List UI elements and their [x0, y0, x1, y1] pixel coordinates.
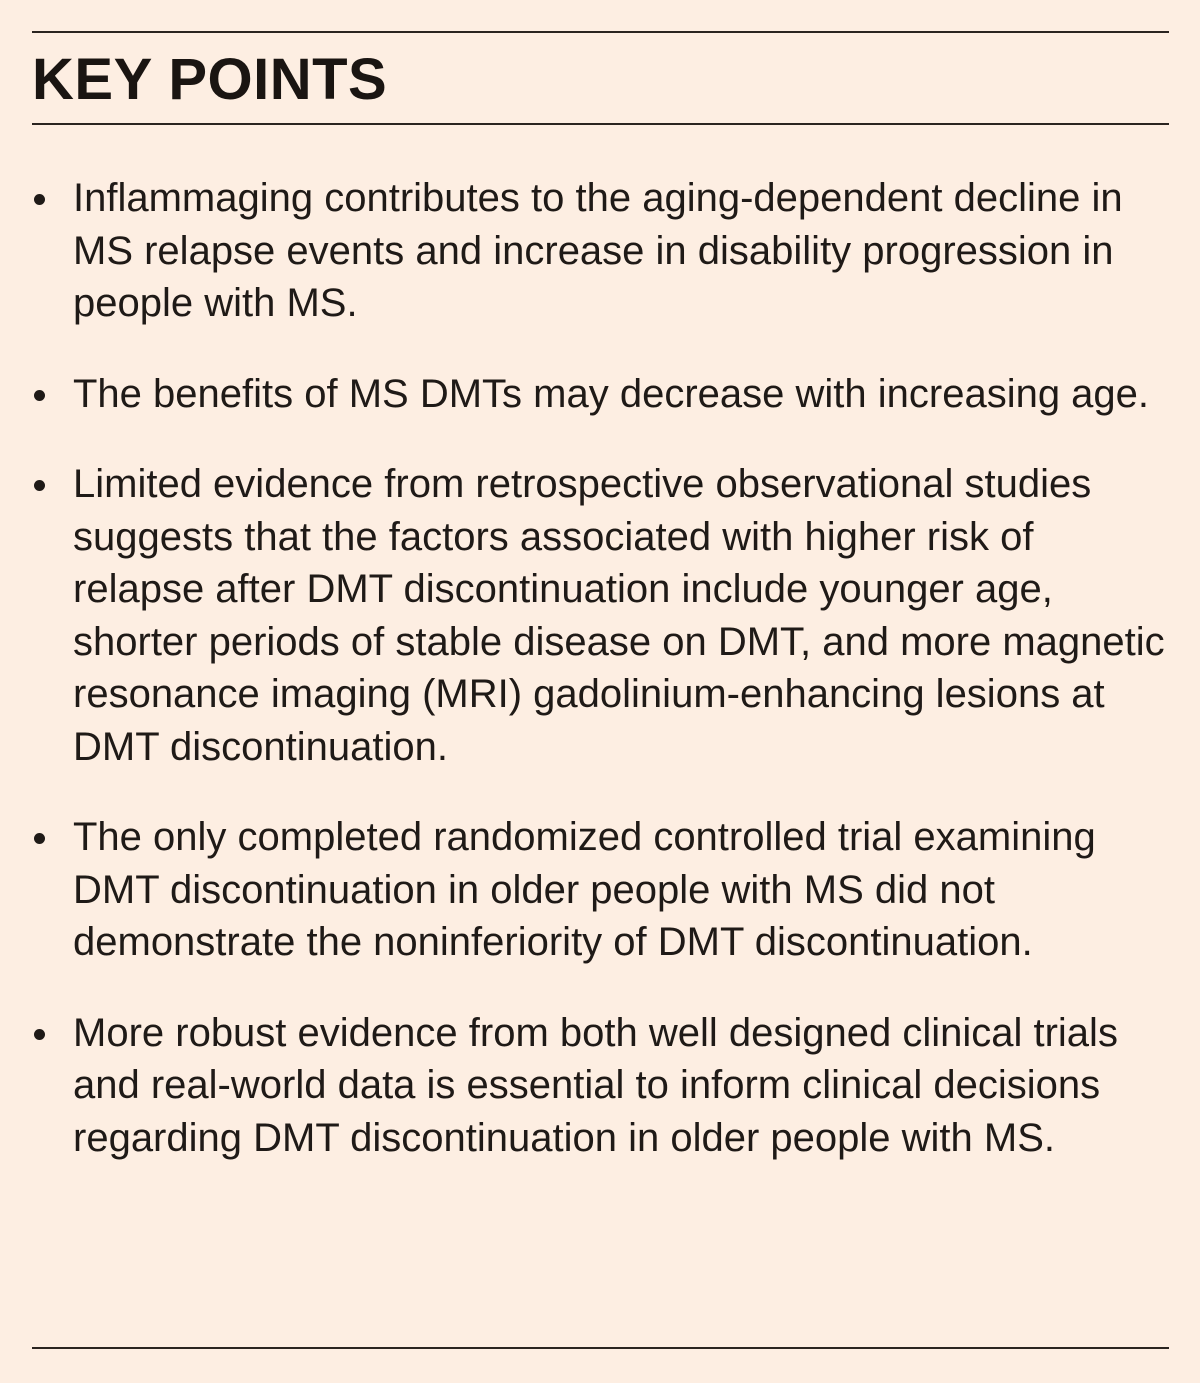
key-points-box	[32, 0, 1169, 1383]
bottom-rule	[32, 1347, 1169, 1349]
bullet-icon	[34, 194, 45, 205]
bullet-icon	[34, 833, 45, 844]
list-item	[32, 811, 1169, 969]
list-item-text: Limited evidence from retrospective observational studies suggests that the factors associated with higher risk of relapse after DMT discontinuation include younger age, shorter periods of stable disease on DMT, and more magnetic resonance imaging (MRI) gadolinium-enhancing lesions at DMT discontinuation.	[73, 462, 1165, 769]
list-item	[32, 172, 1169, 330]
key-points-heading: KEY POINTS	[32, 47, 388, 112]
list-item-text: Inflammaging contributes to the aging-dependent decline in MS relapse events and increase in disability progression in people with MS.	[73, 176, 1123, 325]
list-item	[32, 458, 1169, 773]
heading-rule	[32, 123, 1169, 125]
key-points-list	[32, 172, 1169, 1202]
bullet-icon	[34, 480, 45, 491]
bullet-icon	[34, 390, 45, 401]
list-item-text: The benefits of MS DMTs may decrease with increasing age.	[73, 371, 1150, 416]
top-rule	[32, 31, 1169, 33]
list-item-text: The only completed randomized controlled trial examining DMT discontinuation in older people with MS did not demonstrate the noninferiority of DMT discontinuation.	[73, 815, 1096, 964]
list-item	[32, 1007, 1169, 1165]
bullet-icon	[34, 1029, 45, 1040]
list-item	[32, 368, 1169, 421]
list-item-text: More robust evidence from both well designed clinical trials and real-world data is essential to inform clinical decisions regarding DMT discontinuation in older people with MS.	[73, 1010, 1118, 1160]
